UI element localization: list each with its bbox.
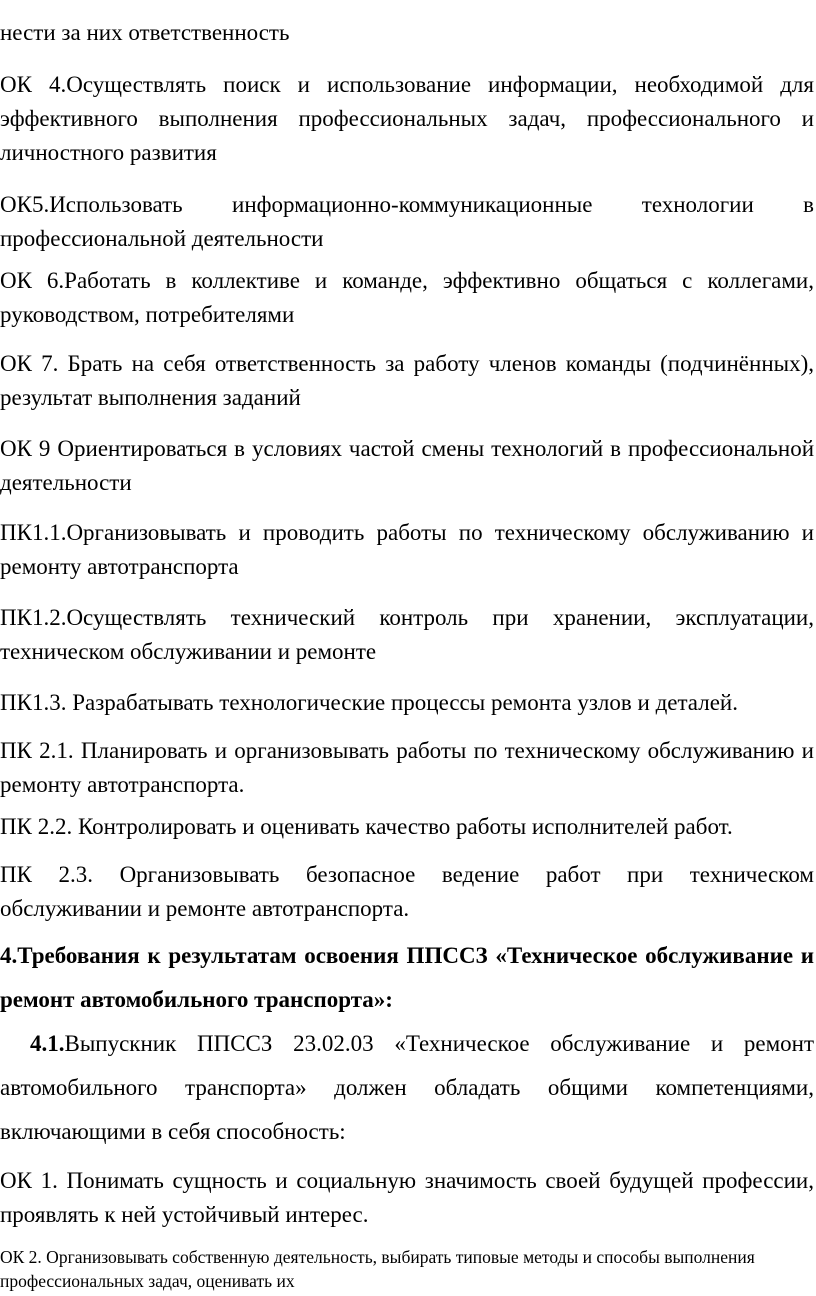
paragraph-pk12: ПК1.2.Осуществлять технический контроль при хранении, эксплуатации, техническом обслуживании и ремонте [0, 605, 814, 664]
paragraph-ok1: ОК 1. Понимать сущность и социальную значимость своей будущей профессии, проявлять к ней устойчивый интерес. [0, 1168, 814, 1227]
paragraph-ok4: ОК 4.Осуществлять поиск и использование информации, необходимой для эффективного выполнения профессиональных задач, профессионального и личностного развития [0, 72, 814, 165]
item-number: 4.1. [30, 1031, 65, 1056]
paragraph-pk21: ПК 2.1. Планировать и организовывать работы по техническому обслуживанию и ремонту автотранспорта. [0, 738, 814, 797]
paragraph-ok2: ОК 2. Организовывать собственную деятельность, выбирать типовые методы и способы выполнения профессиональных задач, оценивать их [0, 1247, 755, 1291]
section-heading: 4.Требования к результатам освоения ППССЗ «Техническое обслуживание и ремонт автомобильного транспорта»: [0, 943, 814, 1012]
paragraph-ok6: ОК 6.Работать в коллективе и команде, эффективно общаться с коллегами, руководством, потребителями [0, 268, 814, 327]
paragraph-pk11: ПК1.1.Организовывать и проводить работы по техническому обслуживанию и ремонту автотранспорта [0, 520, 814, 579]
paragraph-pk13: ПК1.3. Разрабатывать технологические процессы ремонта узлов и деталей. [0, 690, 738, 715]
paragraph-ok9: ОК 9 Ориентироваться в условиях частой смены технологий в профессиональной деятельности [0, 436, 814, 495]
paragraph-pk22: ПК 2.2. Контролировать и оценивать качество работы исполнителей работ. [0, 814, 733, 839]
paragraph-ok7: ОК 7. Брать на себя ответственность за работу членов команды (подчинённых), результат выполнения заданий [0, 351, 814, 410]
paragraph-continuation: нести за них ответственность [0, 20, 290, 45]
paragraph-pk23: ПК 2.3. Организовывать безопасное ведение работ при техническом обслуживании и ремонте автотранспорта. [0, 862, 814, 921]
item-text: Выпускник ППССЗ 23.02.03 «Техническое обслуживание и ремонт автомобильного транспорта» должен обладать общими компетенциями, включающими в себя способность: [0, 1031, 814, 1144]
paragraph-4-1 [0, 1022, 814, 1154]
paragraph-ok5: ОК5.Использовать информационно-коммуникационные технологии в профессиональной деятельности [0, 192, 814, 251]
